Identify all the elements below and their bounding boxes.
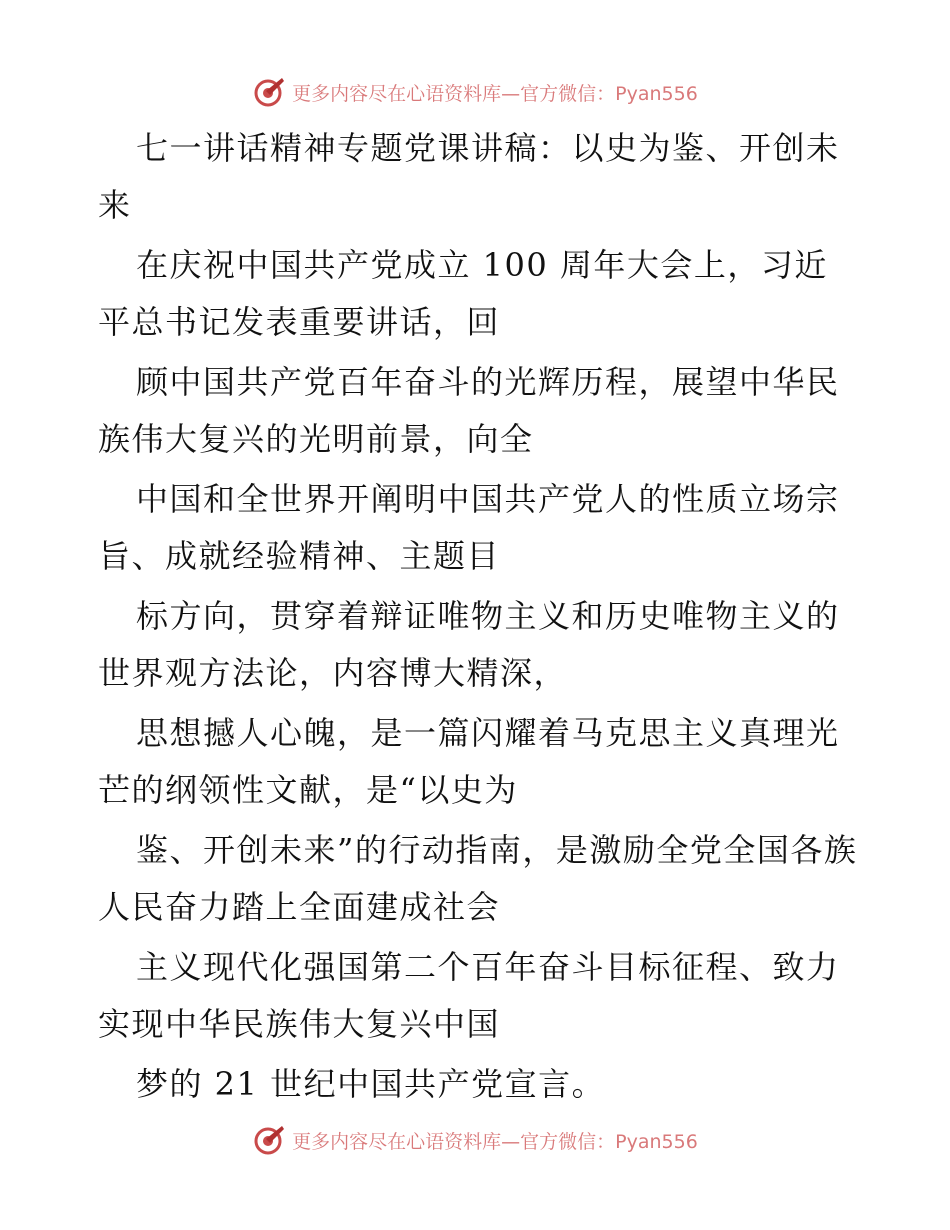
paragraph: 在庆祝中国共产党成立 100 周年大会上，习近平总书记发表重要讲话，回 [98, 246, 828, 341]
paragraph: 思想撼人心魄，是一篇闪耀着马克思主义真理光芒的纲领性文献，是“以史为 [98, 714, 840, 809]
paragraph: 梦的 21 世纪中国共产党宣言。 [136, 1065, 606, 1103]
paragraph: 主义现代化强国第二个百年奋斗目标征程、致力实现中华民族伟大复兴中国 [98, 948, 840, 1043]
pen-nib-circle-icon [252, 1123, 286, 1157]
watermark-text: 更多内容尽在心语资料库—官方微信：Pyan556 [292, 82, 698, 105]
paragraph: 标方向，贯穿着辩证唯物主义和历史唯物主义的世界观方法论，内容博大精深， [98, 597, 840, 692]
paragraph: 顾中国共产党百年奋斗的光辉历程，展望中华民族伟大复兴的光明前景，向全 [98, 363, 840, 458]
pen-nib-circle-icon [252, 75, 286, 109]
paragraph: 中国和全世界开阐明中国共产党人的性质立场宗旨、成就经验精神、主题目 [98, 480, 840, 575]
footer-watermark [0, 1120, 950, 1160]
header-watermark [0, 72, 950, 112]
document-body [98, 120, 858, 1116]
document-title: 七一讲话精神专题党课讲稿：以史为鉴、开创未来 [98, 129, 840, 224]
paragraph: 鉴、开创未来”的行动指南，是激励全党全国各族人民奋力踏上全面建成社会 [98, 831, 858, 926]
watermark-text: 更多内容尽在心语资料库—官方微信：Pyan556 [292, 1130, 698, 1153]
